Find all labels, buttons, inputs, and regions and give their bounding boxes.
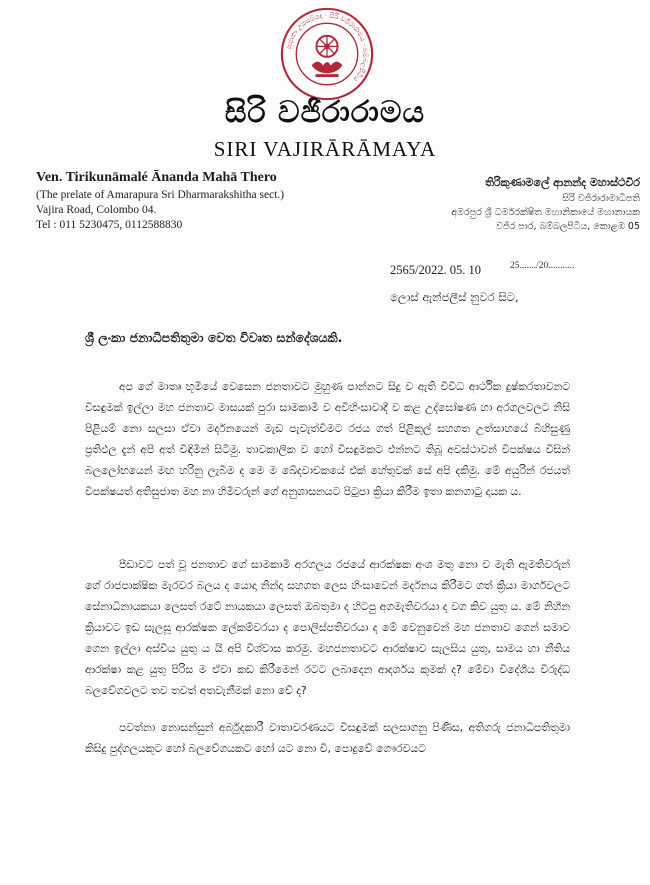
sender-sect-sinhala: අමරපුර ශ්‍රී ධර්මරක්ෂිත මහානිකායේ මහානායක — [451, 207, 640, 218]
temple-title-sinhala: සිරි වජිරාරාමය — [224, 95, 426, 130]
svg-text:සුජාතා උපසම්පදා · සිරි වජිරාරා: සුජාතා උපසම්පදා · සිරි වජිරාරාමය · බම්බලපිටිය — [284, 11, 370, 84]
temple-seal-logo — [279, 6, 375, 102]
sender-title: (The prelate of Amarapura Sri Dharmarakshitha sect.) — [36, 189, 285, 201]
paragraph-3: පවත්නා නොසන්සුන් අර්බුදකාරී වාතාවරණයට විසඳුමක් සලසාගනු පිණිස, අතිගරු ජනාධිපතිතුමා කිසිදු පුද්ගලයකුට හෝ බලවේගයකට හෝ යට නො වී, පොදුවේ ගෞරවයට — [85, 721, 570, 755]
sender-phone: Tel : 011 5230475, 0112588830 — [36, 219, 183, 231]
letter-place: ලොස් ඇන්ජලීස් නුවර සිට, — [390, 290, 519, 304]
sender-details-english — [36, 170, 316, 233]
paragraph-1: අප ගේ මාතෘ භූමියේ වෙසෙන ජනතාවට මුහුණ පාන්නට සිදු ව ඇති විවිධ ආර්ථික දුෂ්කරතාවනට විසඳුමක් ඉල්ලා මහ ජනතාව මාසයක් පුරා සාමකාමී ව අවිහිංසාවාදී ව කළ උද්ඝෝෂණ හා අරගලවලට නිසි පිළියම් නො සලසා ඒවා මර්දනයෙන් මැඩ පැවැත්වීමට රජය ගත් පිළිකුල් සහගත උත්සාහයේ බිහිසුණු ප්‍රතිඵල දැන් අපි අත් විඳිමින් සිටිමු. තාවකාලික ව හෝ විසඳුමකට එන්නට තිබූ අවස්ථාවන් විපක්ෂය විසින් බලලෝභයෙන් මඟ හරිනු ලැබීම ද මෙ ම ඛේදවාචකයේ එක් හේතුවක් සේ අපි දකිමු. මේ අයුරින් රජයත් විපක්ෂයත් අතිසුජාත මහ නා හිමිවරුන් ගේ අනුශාසනයට පිටුපා ක්‍රියා කිරීම ඉතා කනගාටු දායක ය. — [85, 380, 570, 498]
letter-subject: ශ්‍රී ලංකා ජනාධිපතිතුමා වෙත විවෘත සන්දේශයකි. — [85, 330, 343, 345]
sender-title-sinhala: සිරි වජිරාරාමාධිපති — [562, 193, 640, 204]
sender-details-sinhala — [408, 176, 648, 234]
letter-date: 2565/2022. 05. 10 — [390, 263, 481, 277]
date-blank-template: 25......./20........... — [510, 261, 575, 271]
temple-title-english: SIRI VAJIRĀRĀMAYA — [213, 137, 437, 161]
sender-name-sinhala: තිරිකුණාමලේ ආනන්ද මහාස්ථවිර — [485, 176, 640, 189]
sender-name: Ven. Tirikunāmalé Ānanda Mahā Thero — [36, 170, 277, 185]
sender-address-sinhala: වජිර පාර, බම්බලපිටිය, කොළඹ 05 — [496, 221, 640, 232]
paragraph-2: පීඩාවට පත් වූ ජනතාව ගේ සාමකාමී අරගලය රජයේ ආරක්ෂක අංශ මතු නො ව මැති ඇමතිවරුන් ගේ රාජපාක්ෂික මැරවර බලය ද යොදා නින්දා සහගත ලෙස හිංසාවෙන් මර්දනය කිරීමට ගත් ක්‍රියා මාර්ගවලට සේනාධිනායකයා ලෙසත් රටේ නායකයා ලෙසත් ඔබතුමා ද හිටපු අගමැතිවරයා ද වග කිව යුතු ය. මේ නිහීන ක්‍රියාවට ඉඩ සැලසූ ආරක්ෂක ලේකම්වරයා ද පොලිස්පතිවරයා ද මේ වෙනුවෙන් මහ ජනතාව ගෙන් සමාව ගෙන ඉල්ලා අස්විය යුතු ය යි අපි විශ්වාස කරමු. මහජනතාවට ආරක්ෂාව සැලසිය යුතු, සාමය හා නීතිය ආරක්ෂා කළ යුතු පිරිස ම ඒවා කඩ කිරීමෙන් රටට ලබාදෙන ආදර්ශය කුමක් ද? මේවා විදේශීය විරුද්ධ බලවේගවලට තව තවත් අතවැනීමක් නො වේ ද? — [85, 558, 570, 697]
sender-address: Vajira Road, Colombo 04. — [36, 204, 157, 216]
